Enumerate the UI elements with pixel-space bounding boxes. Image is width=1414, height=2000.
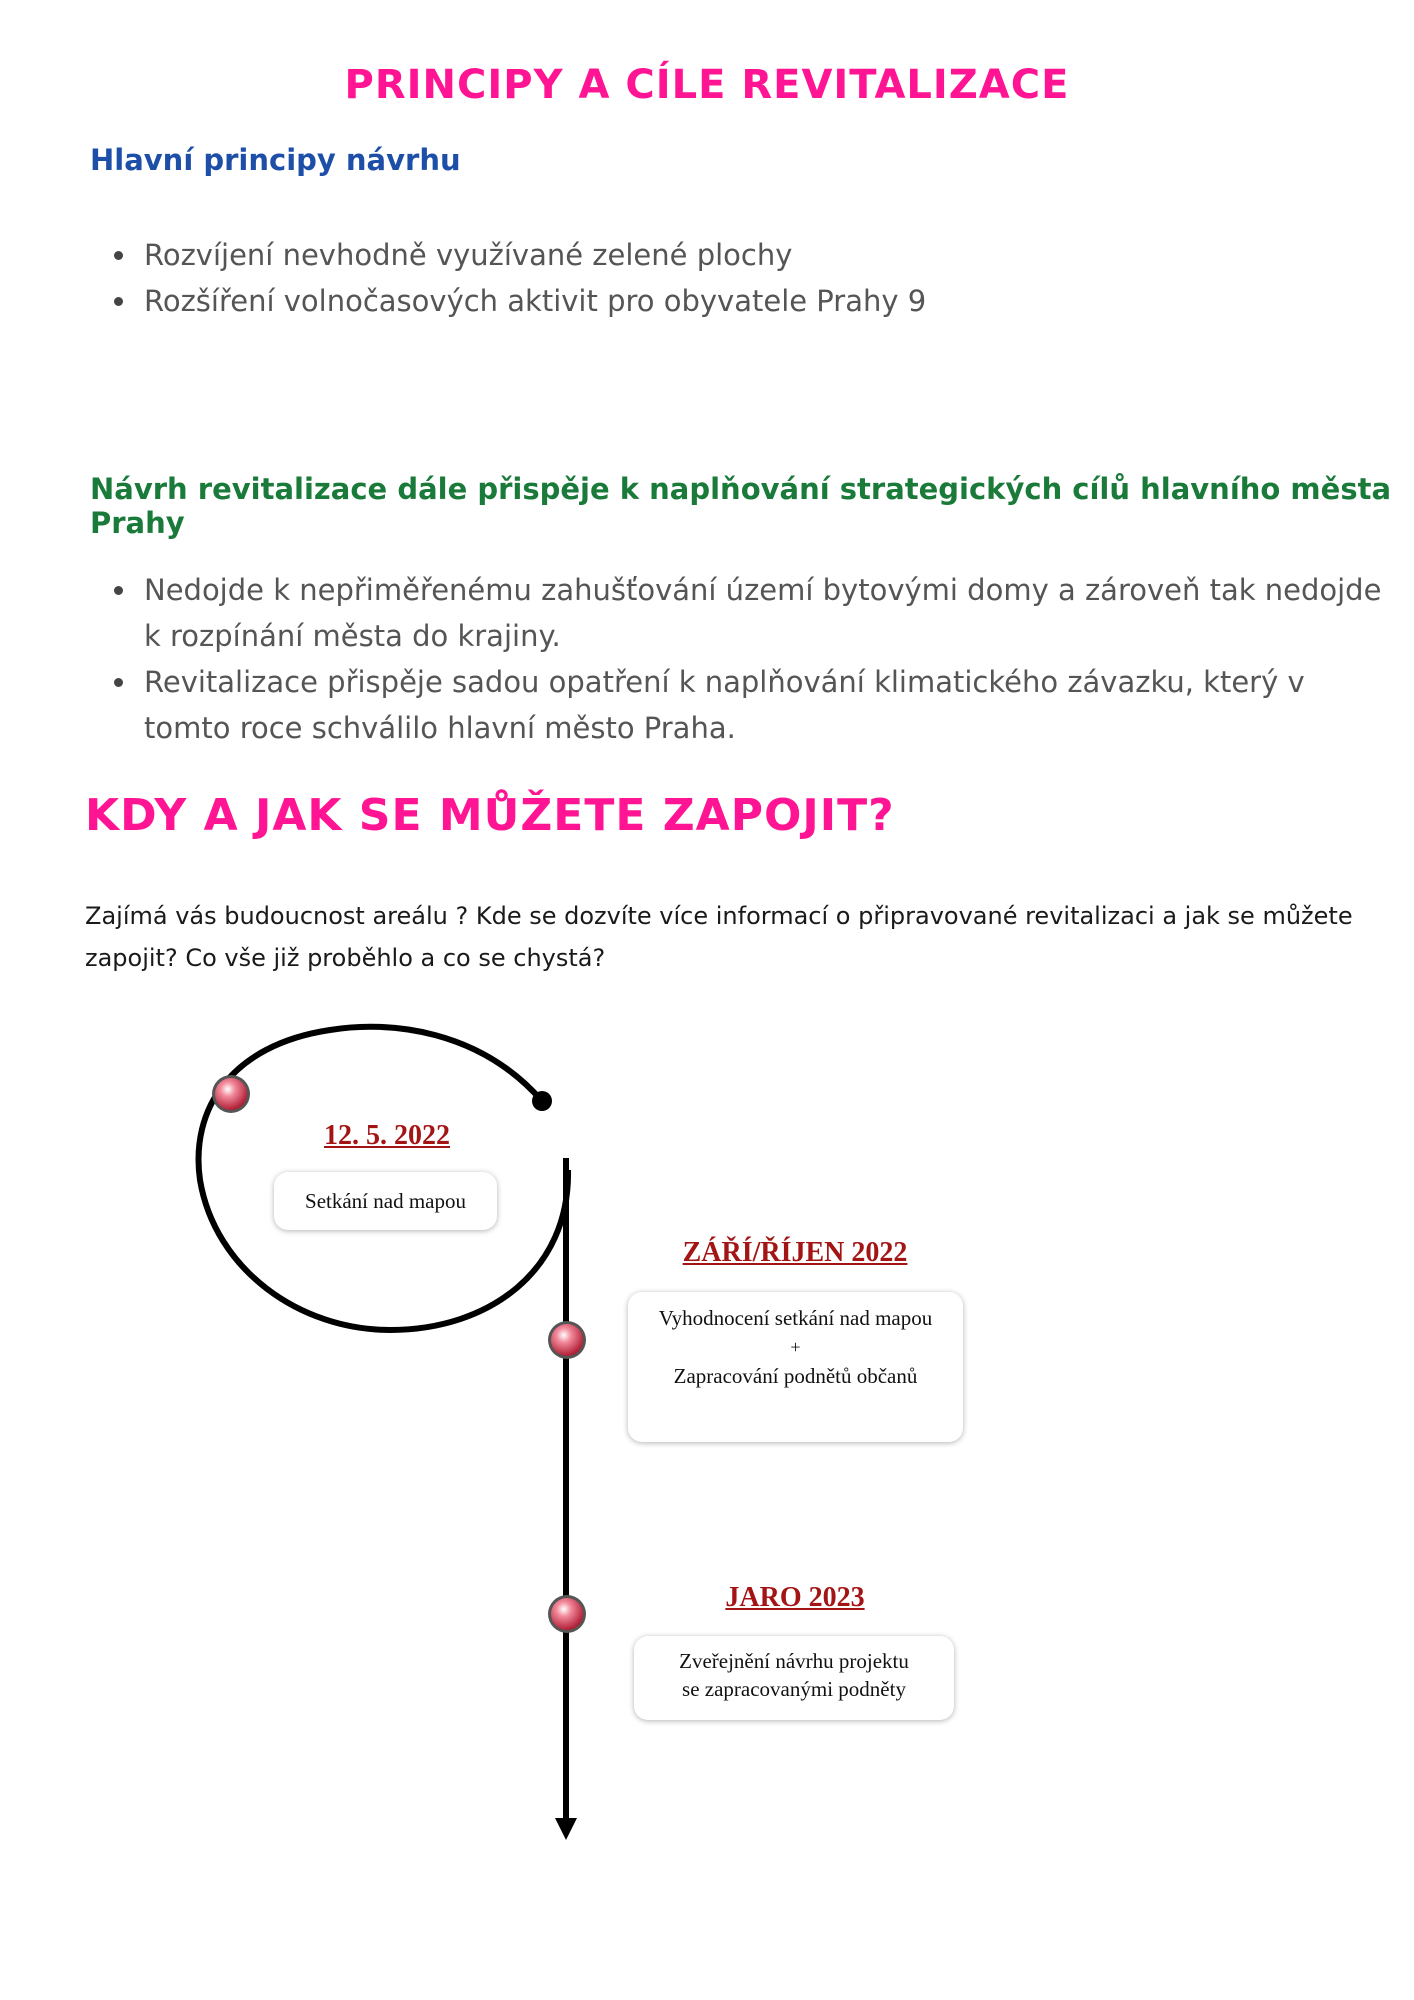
- main-principles-heading: Hlavní principy návrhu: [90, 143, 461, 177]
- timeline-box-2: [628, 1292, 963, 1442]
- timeline-marker-2: [548, 1321, 586, 1359]
- list-item: Nedojde k nepřiměřenému zahušťování území bytovými domy a zároveň tak nedojde k rozpínání města do krajiny.: [144, 567, 1384, 659]
- list-item: Revitalizace přispěje sadou opatření k naplňování klimatického závazku, který v tomto roce schválilo hlavní město Praha.: [144, 659, 1384, 751]
- participation-heading: KDY A JAK SE MŮŽETE ZAPOJIT?: [85, 790, 895, 841]
- timeline-text-2b: Zapracování podnětů občanů: [673, 1364, 918, 1388]
- timeline-box-3: [634, 1636, 954, 1720]
- timeline-date-1: 12. 5. 2022: [324, 1120, 450, 1151]
- timeline-box-1: [274, 1172, 497, 1230]
- timeline-date-3: JARO 2023: [725, 1582, 865, 1613]
- timeline-arrow-head: [555, 1818, 577, 1840]
- page-title: PRINCIPY A CÍLE REVITALIZACE: [344, 62, 1070, 108]
- timeline-marker-3: [548, 1595, 586, 1633]
- timeline-text-3: Zveřejnění návrhu projektu se zapracovanými podněty: [679, 1649, 909, 1701]
- list-item: Rozvíjení nevhodně využívané zelené plochy: [144, 232, 926, 278]
- timeline-text-2a: Vyhodnocení setkání nad mapou: [658, 1306, 933, 1330]
- timeline-marker-1: [212, 1075, 250, 1113]
- list-item: Rozšíření volnočasových aktivit pro obyvatele Prahy 9: [144, 278, 926, 324]
- loop-end-dot: [532, 1091, 552, 1111]
- timeline-date-2: ZÁŘÍ/ŘÍJEN 2022: [682, 1237, 908, 1268]
- strategic-goals-heading: Návrh revitalizace dále přispěje k naplňování strategických cílů hlavního města Prahy: [90, 472, 1392, 540]
- participation-intro: Zajímá vás budoucnost areálu ? Kde se dozvíte více informací o připravované revitalizaci a jak se můžete zapojit? Co vše již proběhlo a co se chystá?: [85, 902, 1353, 972]
- timeline-text-1: Setkání nad mapou: [305, 1189, 466, 1213]
- timeline-joiner: +: [790, 1337, 801, 1357]
